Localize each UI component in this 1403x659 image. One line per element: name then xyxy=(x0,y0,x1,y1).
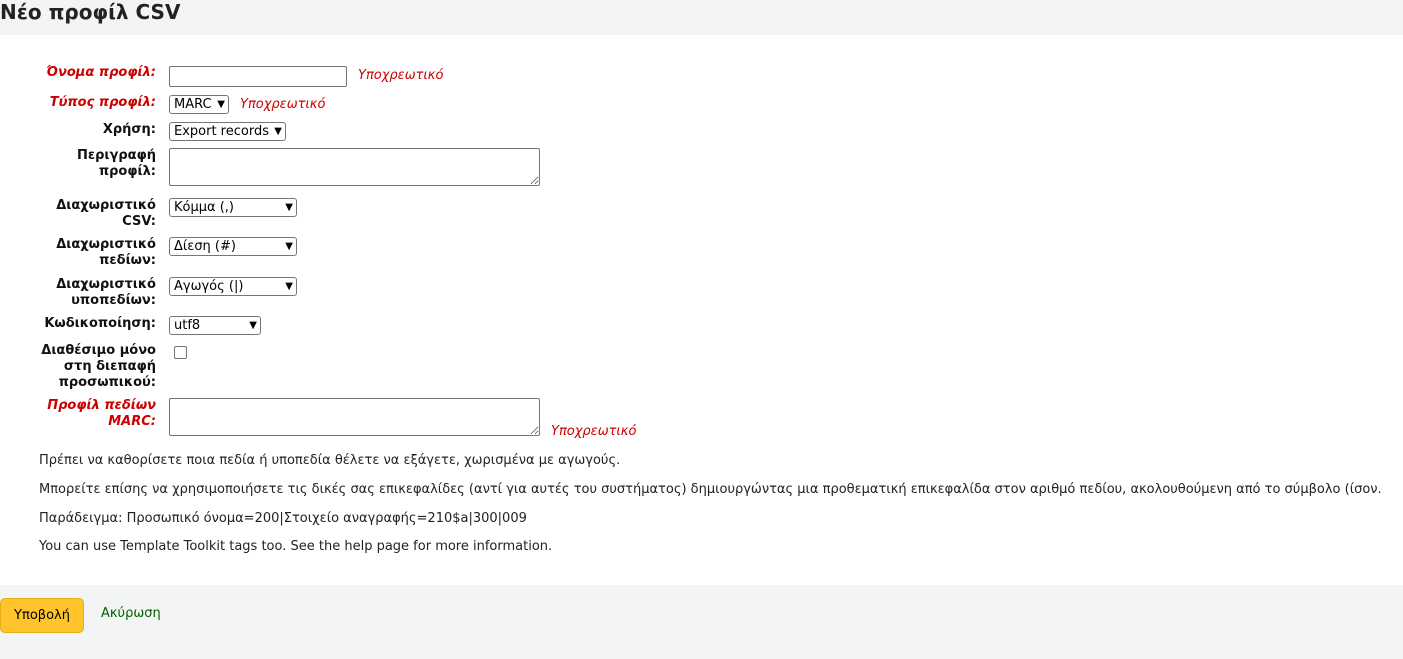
staff-only-label-line2: στη διεπαφή xyxy=(63,359,156,374)
profile-type-required: Υποχρεωτικό xyxy=(240,97,326,112)
profile-type-value: MARC xyxy=(174,97,212,112)
subfield-separator-label-line1: Διαχωριστικό xyxy=(56,277,156,292)
title-bar xyxy=(0,0,1403,35)
profile-name-required: Υποχρεωτικό xyxy=(358,68,444,83)
encoding-label: Κωδικοποίηση: xyxy=(44,316,156,331)
description-label xyxy=(77,148,156,180)
chevron-down-icon: ▼ xyxy=(285,281,293,292)
csv-separator-select[interactable] xyxy=(169,198,297,217)
marc-fields-textarea[interactable] xyxy=(169,398,540,436)
marc-fields-label-line1: Προφίλ πεδίων xyxy=(47,398,156,413)
description-label-line1: Περιγραφή xyxy=(76,148,156,163)
subfield-separator-select[interactable] xyxy=(169,277,297,296)
field-separator-label-line2: πεδίων: xyxy=(99,253,156,268)
profile-type-label: Τύπος προφίλ: xyxy=(49,95,156,110)
profile-type-select[interactable] xyxy=(169,95,229,114)
staff-only-checkbox[interactable] xyxy=(174,346,187,359)
description-label-line2: προφίλ: xyxy=(98,164,156,179)
help-text-3: Παράδειγμα: Προσωπικό όνομα=200|Στοιχείο αναγραφής=210$a|300|009 xyxy=(39,511,527,526)
csv-separator-value: Κόμμα (,) xyxy=(174,200,234,215)
chevron-down-icon: ▼ xyxy=(285,241,293,252)
field-separator-label-line1: Διαχωριστικό xyxy=(56,237,156,252)
usage-select[interactable] xyxy=(169,122,286,141)
subfield-separator-label xyxy=(56,277,156,309)
chevron-down-icon: ▼ xyxy=(249,320,257,331)
page-title: Νέο προφίλ CSV xyxy=(0,0,181,24)
help-text-1: Πρέπει να καθορίσετε ποια πεδία ή υποπεδία θέλετε να εξάγετε, χωρισμένα με αγωγούς. xyxy=(39,453,621,468)
csv-separator-label-line2: CSV: xyxy=(122,214,156,229)
chevron-down-icon: ▼ xyxy=(217,99,225,110)
subfield-separator-value: Αγωγός (|) xyxy=(174,279,244,294)
field-separator-label xyxy=(56,237,156,269)
encoding-select[interactable] xyxy=(169,316,261,335)
help-text-2: Μπορείτε επίσης να χρησιμοποιήσετε τις δικές σας επικεφαλίδες (αντί για αυτές του συστήματος) δημιουργώντας μια προθεματική επικεφαλίδα στον αριθμό πεδίου, ακολουθούμενη από το σύμβολο (ίσον. xyxy=(39,482,1382,497)
subfield-separator-label-line2: υποπεδίων: xyxy=(71,293,156,308)
chevron-down-icon: ▼ xyxy=(285,202,293,213)
marc-fields-required: Υποχρεωτικό xyxy=(551,424,637,439)
usage-label: Χρήση: xyxy=(102,122,156,137)
staff-only-label-line3: προσωπικού: xyxy=(58,375,156,390)
csv-separator-label-line1: Διαχωριστικό xyxy=(56,198,156,213)
profile-name-input[interactable] xyxy=(169,66,347,87)
field-separator-value: Δίεση (#) xyxy=(174,239,236,254)
marc-fields-label-line2: MARC: xyxy=(108,414,156,429)
form-panel xyxy=(0,35,1403,585)
encoding-value: utf8 xyxy=(174,318,201,333)
chevron-down-icon: ▼ xyxy=(274,126,282,137)
staff-only-label xyxy=(41,343,156,391)
usage-value: Export records xyxy=(174,124,269,139)
staff-only-label-line1: Διαθέσιμο μόνο xyxy=(41,343,156,358)
csv-separator-label xyxy=(56,198,156,230)
description-textarea[interactable] xyxy=(169,148,540,186)
submit-button[interactable]: Υποβολή xyxy=(0,598,84,633)
help-text-4: You can use Template Toolkit tags too. See the help page for more information. xyxy=(39,539,553,554)
marc-fields-label xyxy=(47,398,156,430)
field-separator-select[interactable] xyxy=(169,237,297,256)
profile-name-label: Όνομα προφίλ: xyxy=(46,65,156,80)
cancel-link[interactable]: Ακύρωση xyxy=(101,606,161,621)
